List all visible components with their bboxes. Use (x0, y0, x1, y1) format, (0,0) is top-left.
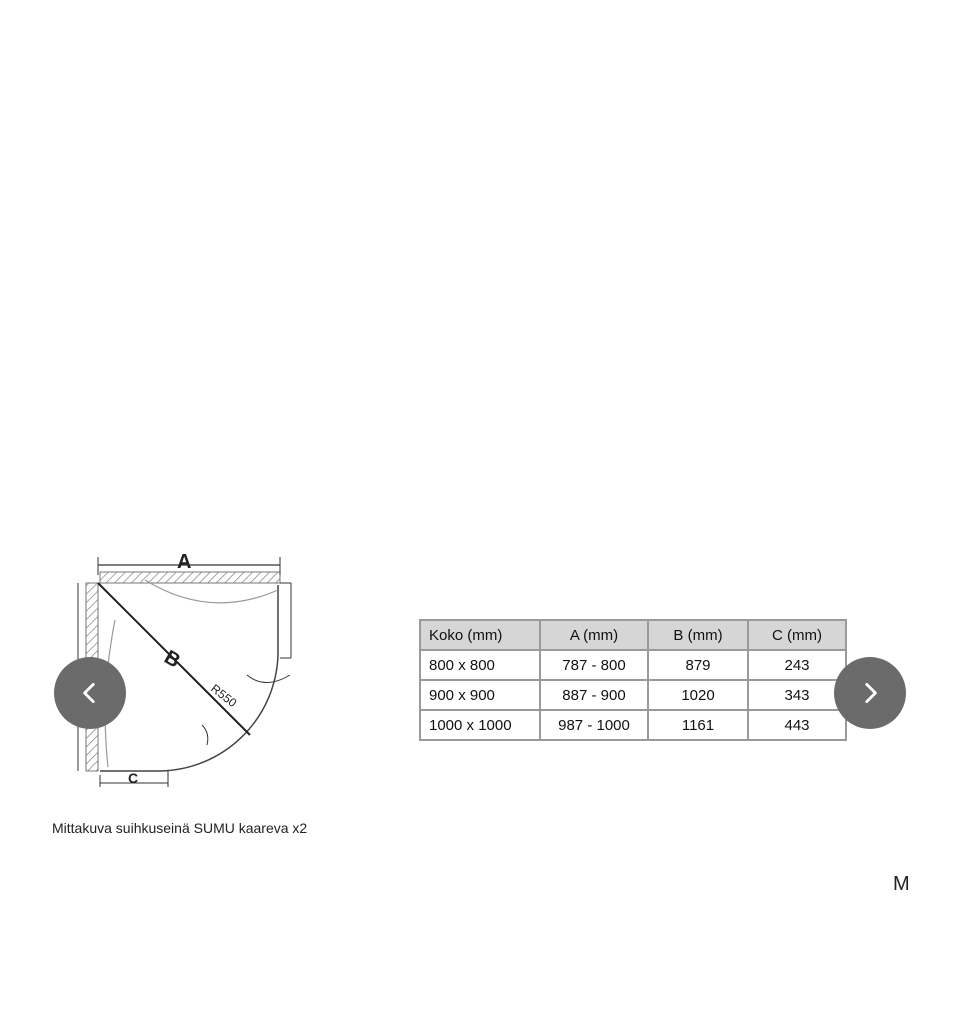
table-cell: 887 - 900 (540, 680, 648, 710)
table-cell: 443 (748, 710, 846, 740)
table-cell: 800 x 800 (420, 650, 540, 680)
table-header-size: Koko (mm) (420, 620, 540, 650)
table-cell: 900 x 900 (420, 680, 540, 710)
diagram-caption: Mittakuva suihkuseinä SUMU kaareva x2 (52, 820, 308, 836)
carousel-prev-button[interactable] (54, 657, 126, 729)
label-a: A (177, 551, 192, 573)
chevron-right-icon (857, 680, 883, 706)
table-row (420, 650, 846, 680)
table-cell: 1000 x 1000 (420, 710, 540, 740)
table-row (420, 680, 846, 710)
table-row (420, 710, 846, 740)
table-cell: 243 (748, 650, 846, 680)
table-header-c: C (mm) (748, 620, 846, 650)
chevron-left-icon (77, 680, 103, 706)
dimension-table (419, 619, 847, 741)
label-b: B (160, 646, 184, 673)
top-wall (100, 572, 280, 583)
table-header-b: B (mm) (648, 620, 748, 650)
label-c: C (128, 770, 139, 786)
table-cell: 1161 (648, 710, 748, 740)
table-cell: 787 - 800 (540, 650, 648, 680)
label-radius: R550 (208, 681, 240, 711)
table-cell: 987 - 1000 (540, 710, 648, 740)
carousel-next-button[interactable] (834, 657, 906, 729)
table-cell: 1020 (648, 680, 748, 710)
corner-letter: M (893, 873, 910, 895)
table-cell: 343 (748, 680, 846, 710)
table-header-a: A (mm) (540, 620, 648, 650)
table-cell: 879 (648, 650, 748, 680)
table-header-row (420, 620, 846, 650)
